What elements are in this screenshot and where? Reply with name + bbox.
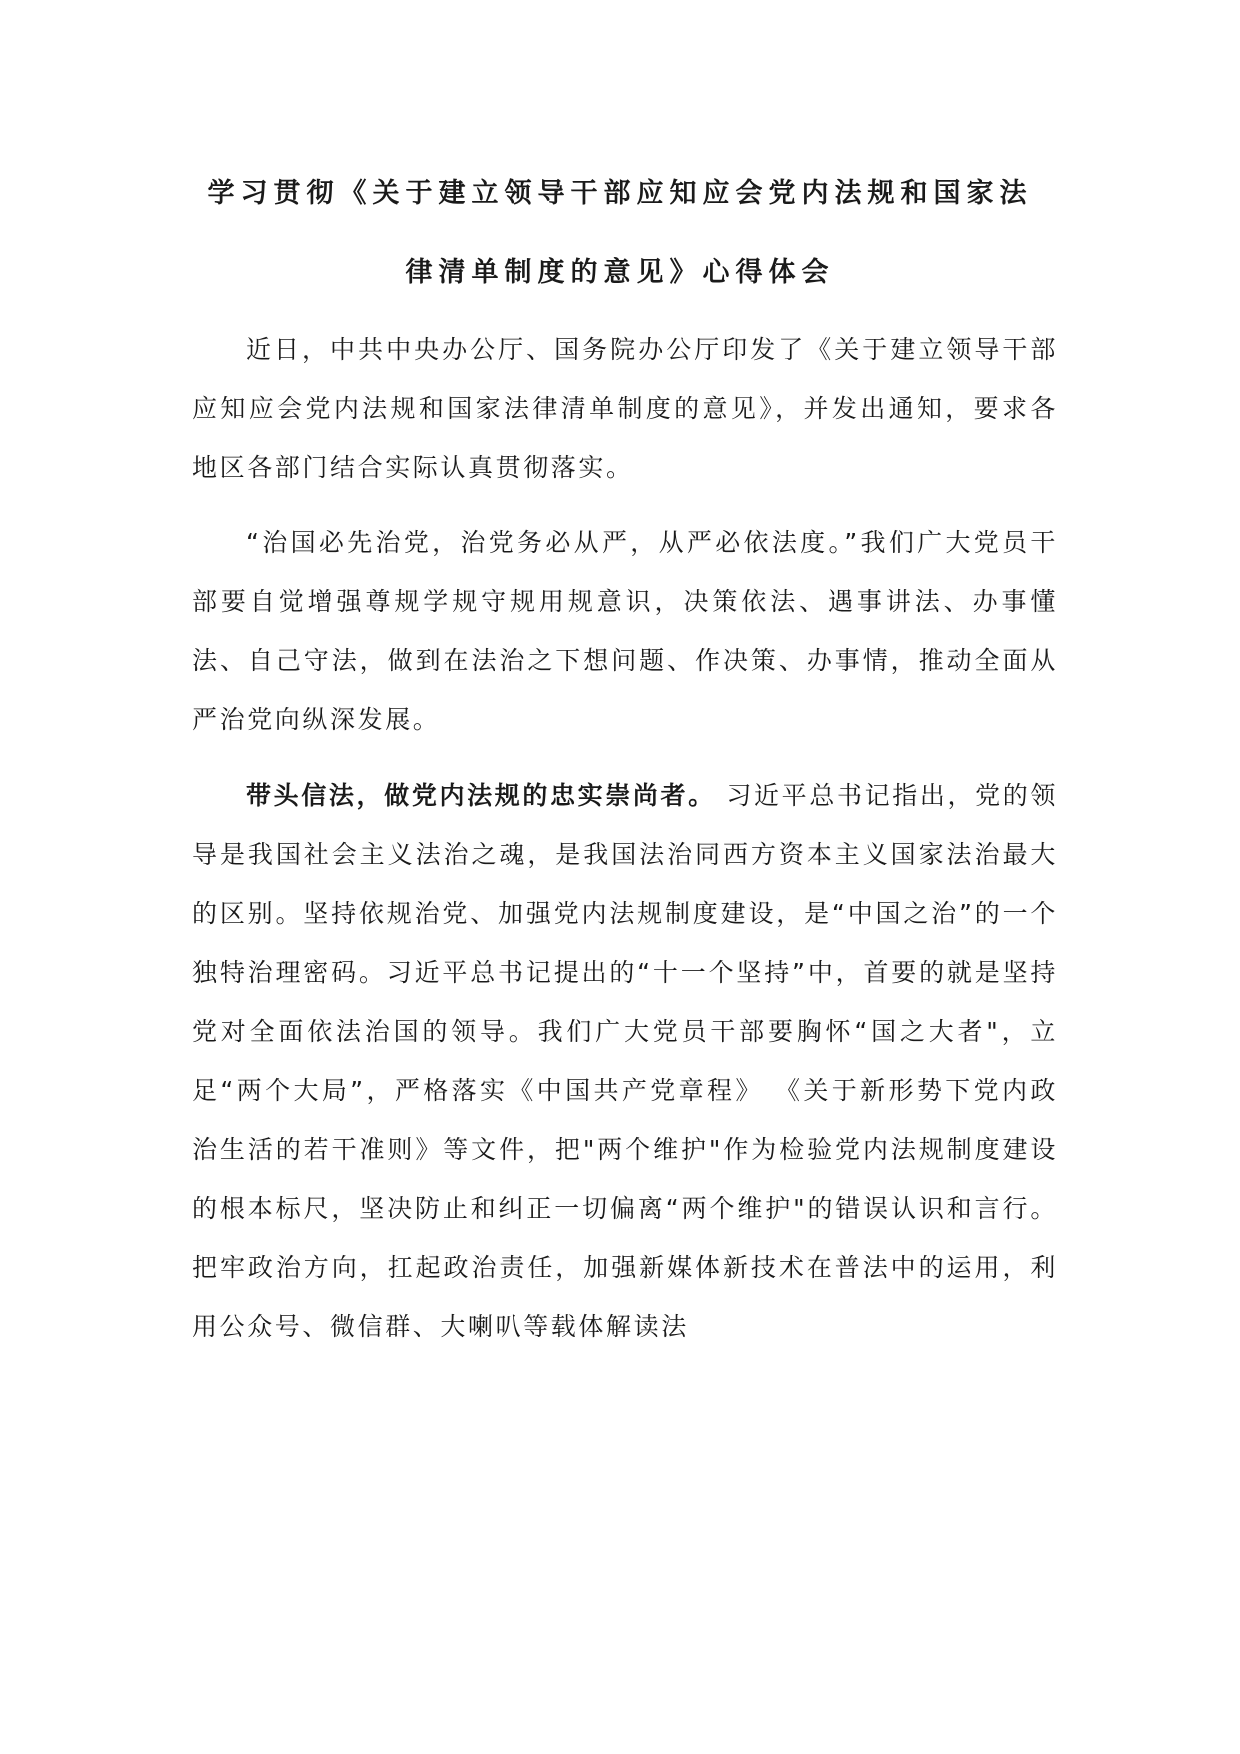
paragraph-intro: 近日，中共中央办公厅、国务院办公厅印发了《关于建立领导干部应知应会党内法规和国家法律清单制度的意见》，并发出通知，要求各地区各部门结合实际认真贯彻落实。 (192, 335, 1058, 482)
section-1-body: 习近平总书记指出，党的领导是我国社会主义法治之魂，是我国法治同西方资本主义国家法治最大的区别。坚持依规治党、加强党内法规制度建设，是“中国之治”的一个独特治理密码。习近平总书记提出的“十一个坚持”中，首要的就是坚持党对全面依法治国的领导。我们广大党员干部要胸怀“国之大者"，立足“两个大局”，严格落实《中国共产党章程》 《关于新形势下党内政治生活的若干准则》等文件，把"两个维护"作为检验党内法规制度建设的根本标尺，坚决防止和纠正一切偏离“两个维护"的错误认识和言行。把牢政治方向，扛起政治责任，加强新媒体新技术在普法中的运用，利用公众号、微信群、大喇叭等载体解读法 (192, 781, 1059, 1341)
paragraph-quote: “治国必先治党，治党务必从严，从严必依法度。”我们广大党员干部要自觉增强尊规学规守规用规意识，决策依法、遇事讲法、办事懂法、自己守法，做到在法治之下想问题、作决策、办事情，推动全面从严治党向纵深发展。 (192, 528, 1058, 734)
section-1-lead-heading: 带头信法，做党内法规的忠实崇尚者。 (246, 781, 716, 810)
paragraph-section-1 (192, 766, 1058, 1356)
document-title-line-1: 学习贯彻《关于建立领导干部应知应会党内法规和国家法 (207, 178, 1033, 209)
document-title-line-2: 律清单制度的意见》心得体会 (405, 257, 835, 288)
